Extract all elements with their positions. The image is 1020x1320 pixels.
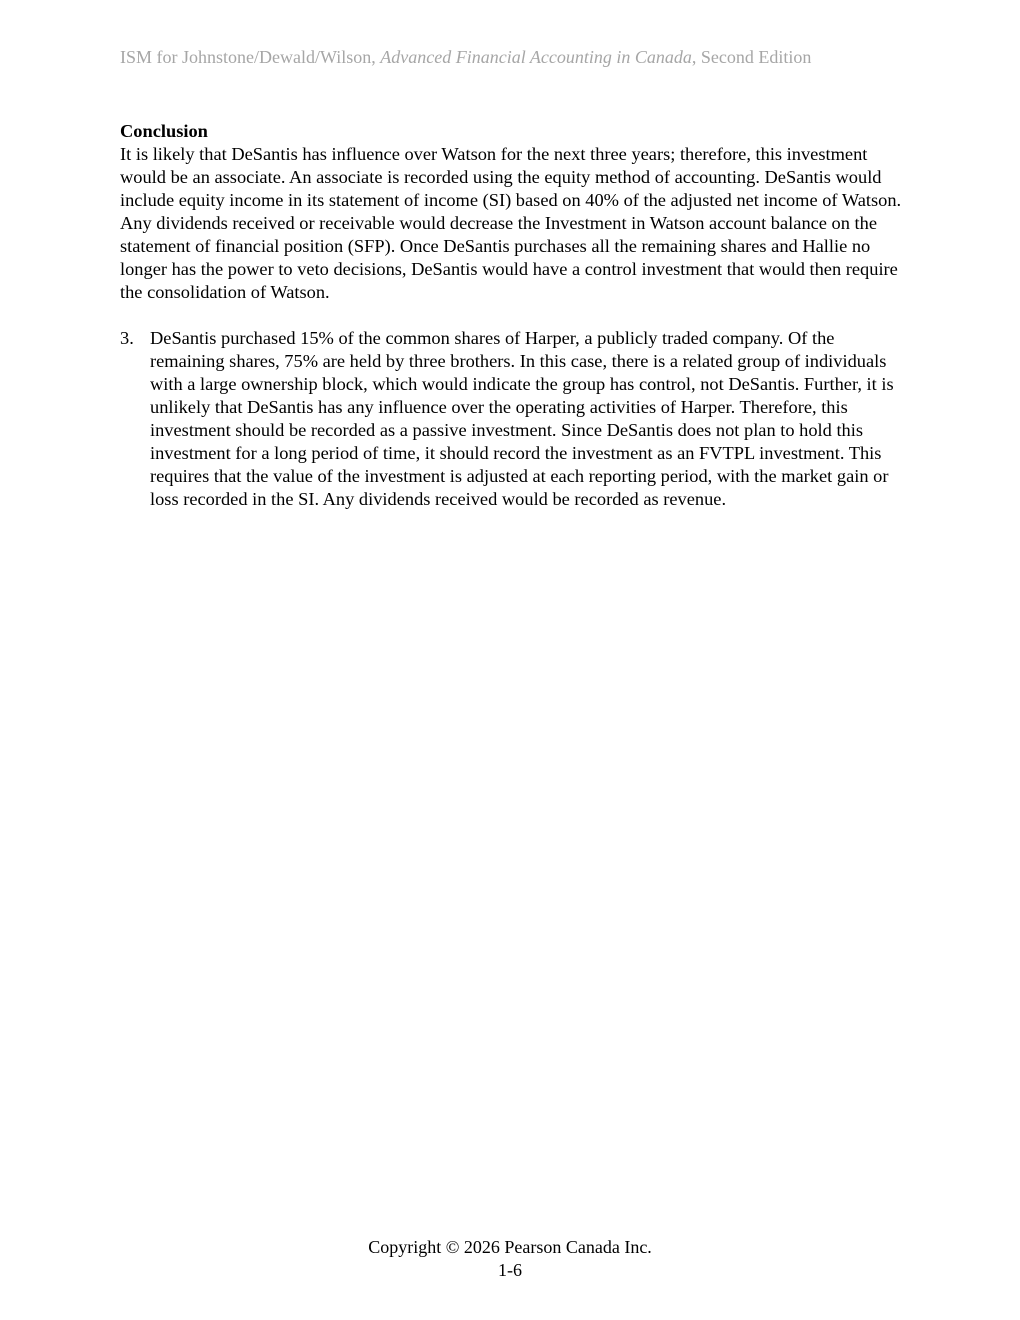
list-item-text: DeSantis purchased 15% of the common shares of Harper, a publicly traded company. Of the remaining shares, 75% are held by three brothers. In this case, there is a related group of individuals with a large ownership block, which would indicate the group has control, not DeSantis. Further, it is unlikely that DeSantis has any influence over the operating activities of Harper. Therefore, this investment should be recorded as a passive investment. Since DeSantis does not plan to hold this investment for a long period of time, it should record the investment as an FVTPL investment. This requires that the value of the investment is adjusted at each reporting period, with the market gain or loss recorded in the SI. Any dividends received would be recorded as revenue. [150,328,894,509]
conclusion-paragraph: It is likely that DeSantis has influence over Watson for the next three years; therefore, this investment would be an associate. An associate is recorded using the equity method of accounting. DeSantis would include equity income in its statement of income (SI) based on 40% of the adjusted net income of Watson. Any dividends received or receivable would decrease the Investment in Watson account balance on the statement of financial position (SFP). Once DeSantis purchases all the remaining shares and Hallie no longer has the power to veto decisions, DeSantis would have a control investment that would then require the consolidation of Watson. [120,144,902,302]
page-footer [0,1236,1020,1282]
conclusion-heading: Conclusion [120,121,208,141]
list-item-3 [120,327,910,511]
header-prefix: ISM for Johnstone/Dewald/Wilson, [120,47,381,67]
list-item-number: 3. [120,328,134,348]
page-header [120,46,920,68]
page-content [120,120,910,511]
header-suffix: , Second Edition [691,47,812,67]
page-number: 1-6 [498,1260,522,1280]
header-book-title: Advanced Financial Accounting in Canada [380,47,692,67]
copyright-notice: Copyright © 2026 Pearson Canada Inc. [368,1237,652,1257]
